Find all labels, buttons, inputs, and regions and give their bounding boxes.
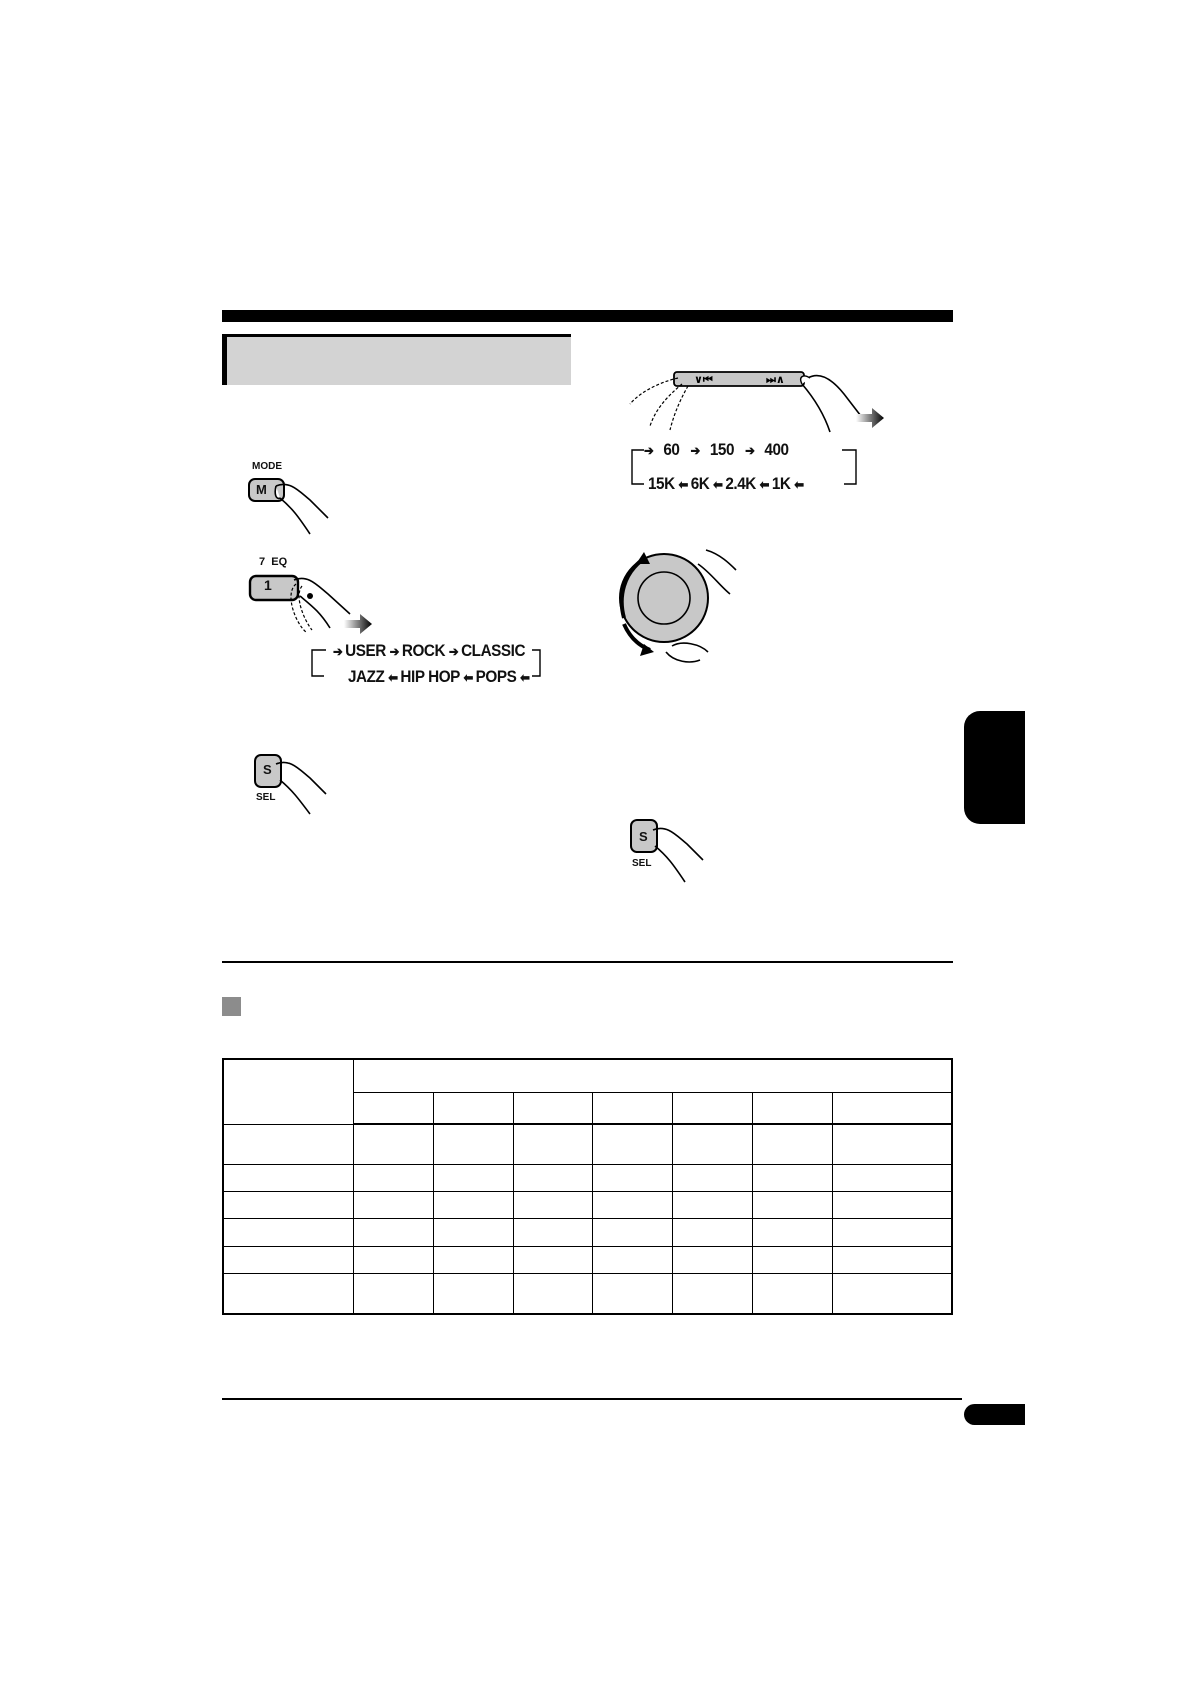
sel-right-key: S (639, 829, 648, 844)
table-cell (673, 1273, 753, 1314)
freq-150: 150 (709, 440, 735, 459)
freq-60: 60 (663, 440, 680, 459)
footer-rule (222, 1398, 962, 1400)
table-cell (223, 1192, 354, 1219)
table-cell (354, 1219, 434, 1246)
eq-key-label: 1 (264, 577, 272, 593)
table-cell (832, 1246, 952, 1273)
table-cell (513, 1219, 593, 1246)
table-cell (593, 1219, 673, 1246)
mode-rock: ROCK (401, 641, 446, 660)
table-cell (433, 1092, 513, 1124)
table-cell (593, 1273, 673, 1314)
table-cell (223, 1273, 354, 1314)
table-cell (354, 1092, 434, 1124)
table-cell (433, 1273, 513, 1314)
table-cell (832, 1092, 952, 1124)
mode-caption: MODE (252, 461, 282, 472)
table-row (223, 1192, 952, 1219)
table-cell (513, 1092, 593, 1124)
freq-15k: 15K (648, 474, 675, 493)
page-number-tab (964, 1404, 1025, 1425)
section-divider (222, 961, 953, 963)
table-cell (593, 1192, 673, 1219)
sel-left-key: S (263, 762, 272, 777)
table-cell (354, 1192, 434, 1219)
frequency-row2: 15K ⬅ 6K ⬅ 2.4K ⬅ 1K ⬅ (648, 474, 804, 493)
table-cell (223, 1219, 354, 1246)
table-cell (673, 1192, 753, 1219)
table-row (223, 1219, 952, 1246)
table-cell (223, 1246, 354, 1273)
table-cell (513, 1246, 593, 1273)
table-cell (752, 1092, 832, 1124)
table-cell (673, 1246, 753, 1273)
sel-right-caption: SEL (632, 858, 652, 869)
table-cell (593, 1246, 673, 1273)
table-cell (593, 1165, 673, 1192)
mode-classic: CLASSIC (461, 641, 526, 660)
arrow-right-icon (856, 408, 886, 428)
table-cell (832, 1273, 952, 1314)
rotary-dial-icon (620, 548, 750, 668)
table-cell (752, 1124, 832, 1165)
table-cell (354, 1165, 434, 1192)
table-cell (354, 1246, 434, 1273)
table-cell (513, 1273, 593, 1314)
table-cell (223, 1124, 354, 1165)
table-cell (752, 1165, 832, 1192)
sel-left-caption: SEL (256, 792, 276, 803)
table-cell (673, 1124, 753, 1165)
table-cell (223, 1165, 354, 1192)
mode-jazz: JAZZ (348, 667, 385, 686)
frequency-row1: ➔ 60 ➔ 150 ➔ 400 (644, 440, 789, 459)
table-cell (354, 1273, 434, 1314)
table-row (223, 1273, 952, 1314)
table-cell (673, 1092, 753, 1124)
freq-400: 400 (764, 440, 789, 459)
table-cell (832, 1165, 952, 1192)
mode-hiphop: HIP HOP (400, 667, 460, 686)
section-heading-box (222, 334, 571, 385)
table-cell (433, 1246, 513, 1273)
table-band-header (354, 1059, 953, 1092)
table-cell (752, 1192, 832, 1219)
arrow-right-icon (344, 614, 374, 634)
table-cell (832, 1219, 952, 1246)
svg-text:∨⏮: ∨⏮ (694, 373, 713, 386)
table-cell (752, 1219, 832, 1246)
svg-text:⏭∧: ⏭∧ (766, 373, 785, 386)
mode-pops: POPS (475, 667, 517, 686)
table-row (223, 1124, 952, 1165)
table-cell (832, 1124, 952, 1165)
table-cell (433, 1192, 513, 1219)
table-cell (433, 1165, 513, 1192)
eq-preset-table (222, 1058, 953, 1315)
table-row (223, 1246, 952, 1273)
subsection-bullet (222, 997, 241, 1016)
mode-key-label: M (256, 482, 267, 497)
table-cell (513, 1124, 593, 1165)
skip-buttons-icon (630, 368, 890, 443)
table-cell (832, 1192, 952, 1219)
freq-1k: 1K (771, 474, 791, 493)
table-cell (673, 1165, 753, 1192)
table-cell (752, 1273, 832, 1314)
table-row (223, 1165, 952, 1192)
mode-button-icon (240, 472, 340, 542)
table-cell (593, 1124, 673, 1165)
freq-6k: 6K (690, 474, 710, 493)
table-cell (513, 1165, 593, 1192)
top-heading-bar (222, 310, 953, 322)
mode-sequence-row1: ➔ USER ➔ ROCK ➔ CLASSIC (333, 641, 526, 660)
table-header-row (223, 1059, 952, 1092)
eq-caption: 7 EQ (259, 556, 288, 568)
table-cell (673, 1219, 753, 1246)
table-cell (752, 1246, 832, 1273)
table-cell (433, 1124, 513, 1165)
mode-sequence-row2: JAZZ ⬅ HIP HOP ⬅ POPS ⬅ (348, 667, 530, 686)
table-cell (433, 1219, 513, 1246)
language-side-tab (964, 711, 1025, 824)
mode-user: USER (345, 641, 386, 660)
freq-2-4k: 2.4K (725, 474, 756, 493)
table-cell (593, 1092, 673, 1124)
table-corner-cell (223, 1059, 354, 1124)
table-cell (354, 1124, 434, 1165)
table-cell (513, 1192, 593, 1219)
